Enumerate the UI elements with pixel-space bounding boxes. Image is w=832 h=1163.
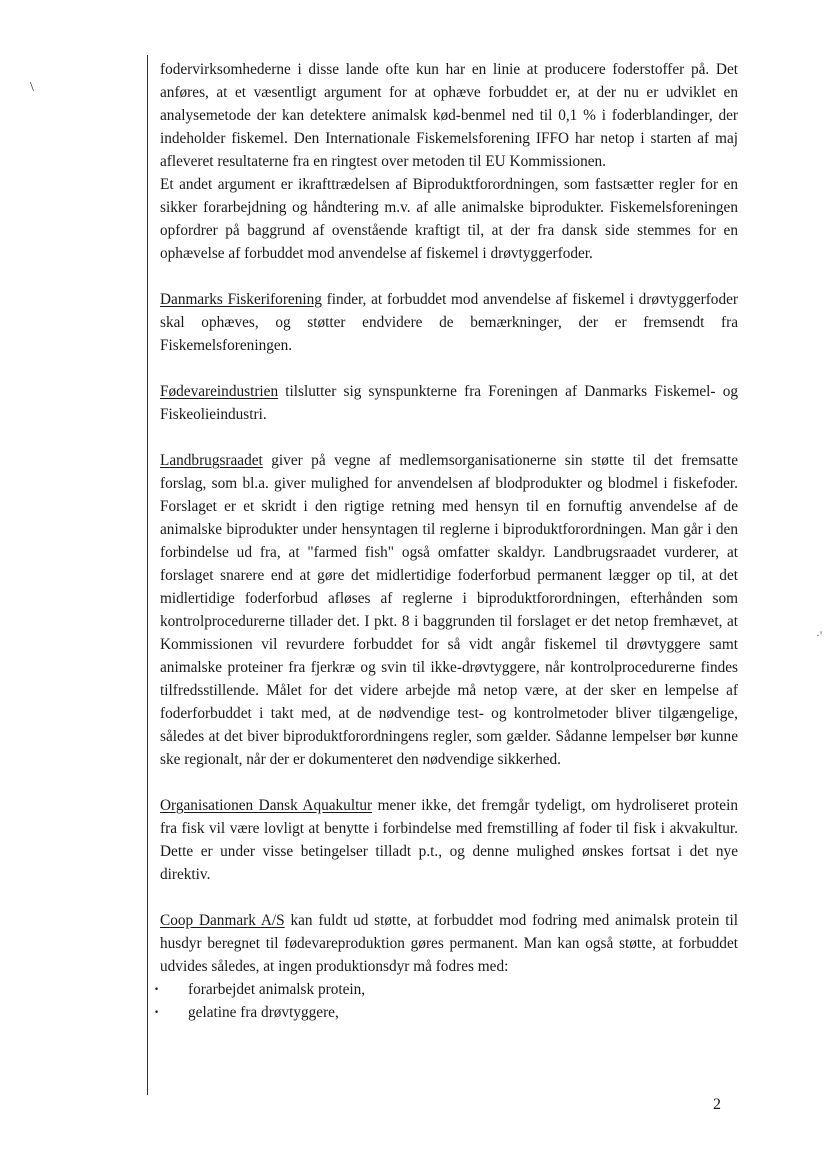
- org-name: Fødevareindustrien: [160, 383, 279, 400]
- section-danmarks-fiskeriforening: [160, 288, 738, 357]
- paragraph-fiskemel-2: Et andet argument er ikrafttrædelsen af Biproduktforordningen, som fastsætter regler for en sikker forarbejdning og håndtering m.v. af alle animalske biprodukter. Fiskemelsforeningen opfordrer på baggrund af ovenstående kraftigt til, at der fra dansk side stemmes for en ophævelse af forbuddet mod anvendelse af fiskemel i drøvtyggerfoder.: [160, 176, 738, 262]
- section-text: kan fuldt ud støtte, at forbuddet mod fodring med animalsk protein til husdyr beregnet til fødevareproduktion gøres permanent. Man kan også støtte, at forbuddet udvides således, at ingen produktionsdyr må fodres med:: [160, 912, 738, 975]
- spacer: [160, 771, 738, 794]
- margin-rule: [147, 55, 148, 1095]
- section-coop-danmark: [160, 909, 738, 978]
- bullet-list: [160, 978, 738, 1024]
- spacer: [160, 265, 738, 288]
- stray-dots: ·': [816, 628, 823, 642]
- section-text: mener ikke, det fremgår tydeligt, om hydroliseret protein fra fisk vil være lovligt at benytte i forbindelse med fremstilling af foder til fisk i akvakultur. Dette er under visse betingelser tilladt p.t., og denne mulighed ønskes fortsat i det nye direktiv.: [160, 797, 738, 883]
- org-name: Danmarks Fiskeriforening: [160, 291, 322, 308]
- section-dansk-aquakultur: [160, 794, 738, 886]
- paragraph-fiskemel-1: fodervirksomhederne i disse lande ofte kun har en linie at producere foderstoffer på. Det anføres, at et væsentligt argument for at ophæve forbuddet er, at der nu er udviklet en analysemetode der kan detektere animalsk kød-benmel ned til 0,1 % i foderblandinger, der indeholder fiskemel. Den Internationale Fiskemelsforening IFFO har netop i starten af maj afleveret resultaterne fra en ringtest over metoden til EU Kommissionen.: [160, 61, 738, 170]
- list-item: · gelatine fra drøvtyggere,: [160, 1001, 738, 1024]
- spacer: [160, 886, 738, 909]
- spacer: [160, 357, 738, 380]
- page-number: 2: [713, 1096, 721, 1113]
- section-text: giver på vegne af medlemsorganisationerne sin støtte til det fremsatte forslag, som bl.a. giver mulighed for anvendelsen af blodprodukter og blodmel i fiskefoder. Forslaget er et skridt i den rigtige retning med hensyn til en fornuftig anvendelse af de animalske biprodukter under hensyntagen til reglerne i biproduktforordningen. Man går i den forbindelse ud fra, at "farmed fish" også omfatter skaldyr. Landbrugsraadet vurderer, at forslaget snarere end at gøre det midlertidige foderforbud permanent lægger op til, at det midlertidige foderforbud afløses af reglerne i biproduktforordningen, efterhånden som kontrolprocedurerne tillader det. I pkt. 8 i baggrunden til forslaget er det netop fremhævet, at Kommissionen vil revurdere forbuddet for så vidt angår fiskemel til drøvtyggere samt animalske proteiner fra fjerkræ og svin til ikke-drøvtyggere, når kontrolprocedurerne findes tilfredsstillende. Målet for det videre arbejde må netop være, at der sker en lempelse af foderforbuddet i takt med, at de nødvendige test- og kontrolmetoder bliver tilgængelige, således at det biver biproduktforordningens regler, som gælder. Sådanne lempelser bør kunne ske regionalt, når der er dokumenteret den nødvendige sikkerhed.: [160, 452, 738, 768]
- section-text: tilslutter sig synspunkterne fra Foreningen af Danmarks Fiskemel- og Fiskeolieindustri.: [160, 383, 738, 423]
- org-name: Landbrugsraadet: [160, 452, 263, 469]
- spacer: [160, 426, 738, 449]
- stray-mark: \: [30, 80, 34, 95]
- document-body: [160, 58, 738, 1024]
- section-text: finder, at forbuddet mod anvendelse af fiskemel i drøvtyggerfoder skal ophæves, og støtter endvidere de bemærkninger, der er fremsendt fra Fiskemelsforeningen.: [160, 291, 738, 354]
- section-foedevareindustrien: [160, 380, 738, 426]
- org-name: Organisationen Dansk Aquakultur: [160, 797, 373, 814]
- org-name: Coop Danmark A/S: [160, 912, 285, 929]
- section-landbrugsraadet: [160, 449, 738, 771]
- list-item: · forarbejdet animalsk protein,: [160, 978, 738, 1001]
